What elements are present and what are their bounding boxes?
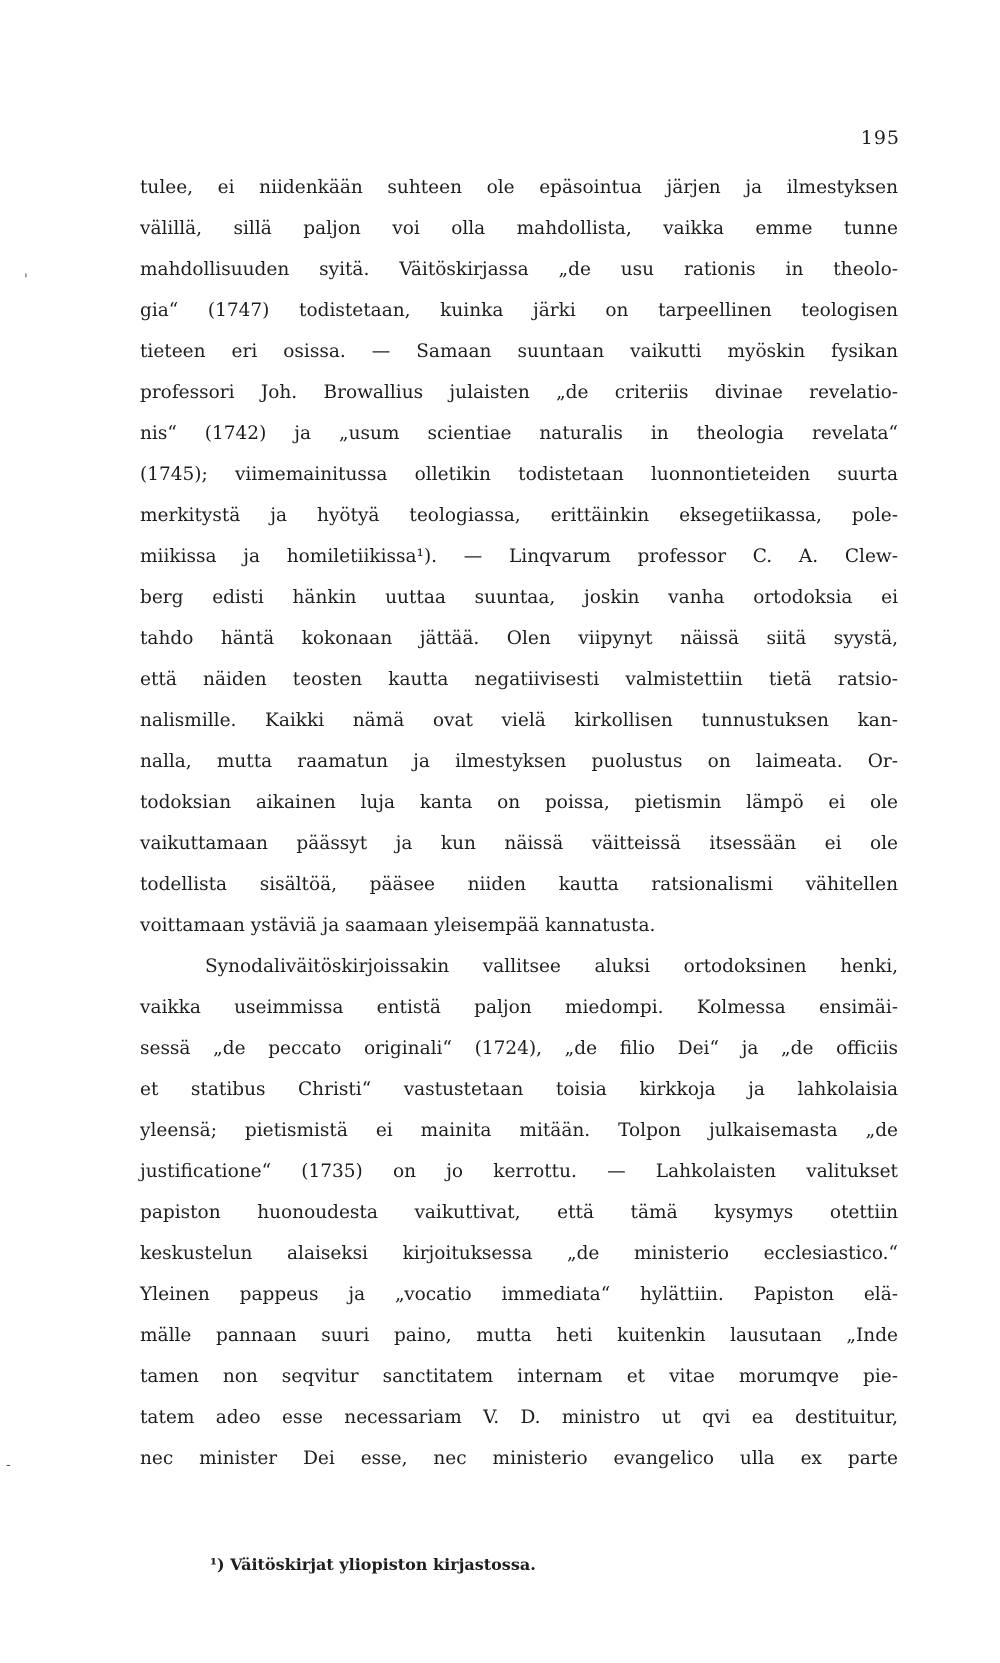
text-line: berg edisti hänkin uuttaa suuntaa, joskin vanha ortodoksia ei	[140, 587, 898, 608]
margin-mark: '	[24, 272, 28, 288]
text-line: (1745); viimemainitussa olletikin todistetaan luonnontieteiden suurta	[140, 464, 898, 485]
text-line: tulee, ei niidenkään suhteen ole epäsointua järjen ja ilmestyksen	[140, 177, 898, 198]
text-line: professori Joh. Browallius julaisten „de criteriis divinae revelatio-	[140, 382, 898, 403]
text-line: vaikka useimmissa entistä paljon miedompi. Kolmessa ensimäi-	[140, 997, 898, 1018]
text-line: voittamaan ystäviä ja saamaan yleisempää kannatusta.	[140, 915, 656, 936]
text-line: Yleinen pappeus ja „vocatio immediata“ hylättiin. Papiston elä-	[140, 1284, 898, 1305]
text-line: tahdo häntä kokonaan jättää. Olen viipynyt näissä siitä syystä,	[140, 628, 898, 649]
text-line: papiston huonoudesta vaikuttivat, että tämä kysymys otettiin	[140, 1202, 898, 1223]
text-line: nec minister Dei esse, nec ministerio evangelico ulla ex parte	[140, 1448, 898, 1469]
text-line: että näiden teosten kautta negatiivisesti valmistettiin tietä ratsio-	[140, 669, 898, 690]
text-line: nalla, mutta raamatun ja ilmestyksen puolustus on laimeata. Or-	[140, 751, 898, 772]
text-line: keskustelun alaiseksi kirjoituksessa „de ministerio ecclesiastico.“	[140, 1243, 898, 1264]
text-line: nis“ (1742) ja „usum scientiae naturalis in theologia revelata“	[140, 423, 898, 444]
text-line: yleensä; pietismistä ei mainita mitään. Tolpon julkaisemasta „de	[140, 1120, 898, 1141]
text-line: nalismille. Kaikki nämä ovat vielä kirkollisen tunnustuksen kan-	[140, 710, 898, 731]
text-line: justificatione“ (1735) on jo kerrottu. — Lahkolaisten valitukset	[140, 1161, 898, 1182]
text-line: vaikuttamaan päässyt ja kun näissä väitteissä itsessään ei ole	[140, 833, 898, 854]
text-line: sessä „de peccato originali“ (1724), „de filio Dei“ ja „de officiis	[140, 1038, 898, 1059]
text-line: tamen non seqvitur sanctitatem internam et vitae morumqve pie-	[140, 1366, 898, 1387]
text-line: todellista sisältöä, pääsee niiden kautta ratsionalismi vähitellen	[140, 874, 898, 895]
text-line: välillä, sillä paljon voi olla mahdollista, vaikka emme tunne	[140, 218, 898, 239]
paragraph-2	[140, 946, 898, 1479]
paragraph-1	[140, 167, 898, 946]
text-line: Synodaliväitöskirjoissakin vallitsee aluksi ortodoksinen henki,	[205, 956, 898, 977]
text-line: mahdollisuuden syitä. Väitöskirjassa „de usu rationis in theolo-	[140, 259, 898, 280]
text-line: et statibus Christi“ vastustetaan toisia kirkkoja ja lahkolaisia	[140, 1079, 898, 1100]
text-line: miikissa ja homiletiikissa¹). — Linqvarum professor C. A. Clew-	[140, 546, 898, 567]
text-line: tatem adeo esse necessariam V. D. ministro ut qvi ea destituitur,	[140, 1407, 898, 1428]
page-number: 195	[860, 127, 900, 149]
text-line: todoksian aikainen luja kanta on poissa, pietismin lämpö ei ole	[140, 792, 898, 813]
text-line: merkitystä ja hyötyä teologiassa, erittäinkin eksegetiikassa, pole-	[140, 505, 898, 526]
footnote: ¹) Väitöskirjat yliopiston kirjastossa.	[210, 1555, 536, 1574]
text-line: tieteen eri osissa. — Samaan suuntaan vaikutti myöskin fysikan	[140, 341, 898, 362]
text-line: gia“ (1747) todistetaan, kuinka järki on tarpeellinen teologisen	[140, 300, 898, 321]
text-line: mälle pannaan suuri paino, mutta heti kuitenkin lausutaan „Inde	[140, 1325, 898, 1346]
margin-mark: -	[6, 1457, 11, 1473]
